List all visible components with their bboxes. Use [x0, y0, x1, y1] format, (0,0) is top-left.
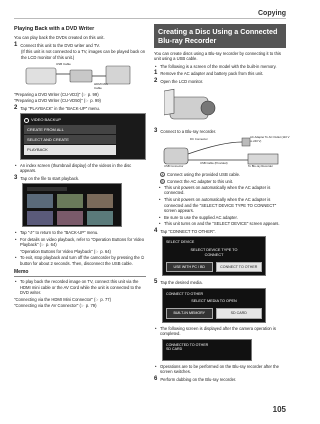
item-text: Connect the AC adapter to this unit.: [167, 178, 234, 184]
step3-bullet: • Be sure to use the supplied AC adapter.: [154, 215, 286, 220]
menu-item-create-from-all[interactable]: CREATE FROM ALL: [24, 125, 116, 134]
usb-cable-label: USB Cable: [56, 62, 71, 67]
step-3: [154, 128, 286, 134]
screen-message: SELECT DEVICE TYPE TO CONNECT: [190, 247, 238, 257]
step-text: Tap the desired media.: [160, 280, 203, 286]
select-device-screen: [162, 236, 266, 276]
step-3: [14, 175, 146, 181]
page-header: [0, 0, 300, 22]
step-2: [14, 105, 146, 111]
step3-bullet-exit: • To exit, stop playback and turn off the camcorder by pressing the ⏻ button for about 2 seconds. Then, disconnect the USB cable.: [14, 255, 146, 266]
use-with-pc-bd-button[interactable]: USE WITH PC / BD: [166, 262, 213, 273]
step3-item-a: [160, 172, 286, 177]
connection-diagram: [24, 62, 146, 90]
step-text: Open the LCD monitor.: [160, 78, 204, 84]
step3-bullet-return: • Tap "↺" to return to the "BACK-UP" menu.: [14, 230, 146, 235]
step-number: 2: [14, 105, 18, 112]
step-5: [154, 279, 286, 285]
item-text: Connect using the provided USB cable.: [167, 172, 241, 178]
menu-header: [24, 117, 142, 122]
step-text: Connect this unit to the DVD writer and TV.: [20, 42, 100, 48]
ref-link-video-playback[interactable]: "Operation Buttons for Video Playback" (☞ p. 64): [20, 248, 111, 254]
connected-screen: [162, 339, 252, 361]
memo-heading: Memo: [14, 269, 146, 277]
step2-bullet: • An index screen (thumbnail display) of the videos in the disc appears.: [14, 163, 146, 174]
step-number: 1: [154, 70, 158, 77]
step3-bullet: • This unit powers on automatically when the AC adapter is connected and the "SELECT DEVICE TYPE TO CONNECT" screen appears.: [154, 197, 286, 213]
ref-link-hdmi[interactable]: "Connecting via the HDMI Mini Connector" (☞ p. 77): [14, 296, 112, 302]
usb-cable-label: USB Cable (Provided): [200, 161, 228, 166]
sd-card-button[interactable]: SD CARD: [216, 308, 263, 319]
step-2: [154, 78, 286, 84]
right-column: [154, 24, 290, 383]
step-number: 2: [154, 78, 158, 84]
step-text: Tap "PLAYBACK" in the "BACK-UP" menu.: [20, 106, 100, 112]
screen-title: CONNECT TO OTHER: [166, 291, 204, 296]
ref-link-av[interactable]: "Connecting via the AV Connector" (☞ p. 79): [14, 303, 97, 309]
intro-text: You can create discs using a Blu-ray recorder by connecting it to this unit using a USB cable.: [154, 51, 281, 62]
ac-adapter-label: AC Adapter To AC Outlet (110 V to 240 V): [250, 135, 290, 143]
step-text: Tap on the file to start playback.: [20, 175, 80, 181]
section-heading: Playing Back with a DVD Writer: [14, 26, 95, 32]
connected-line-2: SD CARD: [166, 347, 183, 352]
step3-bullet: • This unit turns on and the "SELECT DEVICE" screen appears.: [154, 221, 286, 226]
bluray-connection-diagram: [162, 135, 290, 170]
header-rule: [14, 18, 286, 19]
step3-item-b: [160, 179, 286, 184]
step-number: 1: [14, 42, 18, 49]
disc-icon: [24, 118, 29, 123]
menu-item-select-and-create[interactable]: SELECT AND CREATE: [24, 135, 116, 144]
section-title-bar: Creating a Disc Using a Connected Blu-ray Recorder: [154, 24, 286, 48]
connected-line-1: CONNECTED TO OTHER: [166, 342, 209, 347]
menu-title: VIDEO BACKUP: [31, 117, 62, 123]
step-number: 6: [154, 376, 158, 383]
step3-bullet: • This unit powers on automatically when the AC adapter is connected.: [154, 185, 286, 196]
screen-title: SELECT DEVICE: [166, 240, 195, 245]
step-1: [14, 42, 146, 48]
step-number: 3: [14, 175, 18, 182]
step5-bullet: • The following screen is displayed after the camera operation is completed.: [154, 326, 286, 337]
camcorder-open-illustration: [164, 87, 286, 125]
header-title: Copying: [258, 10, 286, 17]
connection-illustration: [24, 62, 134, 90]
step-number: 3: [154, 128, 158, 135]
bluray-label: To Blu-ray Recorder: [248, 164, 273, 169]
step5-bullet-2: • Operations are to be performed on the Blu-ray recorder after the screen switches.: [154, 364, 286, 375]
intro-bullet: • The following is a screen of the model with the built-in memory.: [154, 64, 286, 69]
camcorder-icon: [164, 87, 234, 125]
intro-text: You can play back the DVDs created on this unit.: [14, 35, 105, 41]
usb-connector-label: USB Connector: [164, 164, 184, 169]
step-text: Perform dubbing on the Blu-ray recorder.: [160, 376, 237, 382]
item-marker: B: [161, 179, 164, 184]
screen-message: SELECT MEDIA TO OPEN: [191, 299, 237, 304]
step-note: (If this unit is not connected to a TV, images can be played back on the LCD monitor of this unit.): [21, 49, 146, 60]
step-1: [154, 70, 286, 76]
page-number: 105: [272, 404, 286, 414]
connect-to-other-screen: [162, 288, 266, 323]
button-row: [166, 308, 262, 319]
menu-item-playback[interactable]: PLAYBACK: [24, 145, 116, 154]
video-backup-menu: [20, 113, 146, 159]
dc-connector-label: DC Connector: [190, 137, 208, 142]
memo-bullet: • To play back the recorded image on TV, connect this unit via the HDMI mini cable or the AV Cord while the unit is connected to the DVD writer.: [14, 279, 146, 295]
thumbnail-grid: [23, 184, 123, 228]
left-column: [14, 24, 146, 310]
button-row: [166, 262, 262, 273]
built-in-memory-button[interactable]: BUILT-IN MEMORY: [166, 308, 213, 319]
hdmi-cable-label: HDMI Mini Cable: [94, 82, 108, 90]
step-number: 4: [154, 228, 158, 235]
ref-link-cu-vd3[interactable]: "Preparing a DVD Writer (CU-VD3)" (☞ p. 99): [14, 92, 99, 98]
step3-bullet-details: • For details on video playback, refer to "Operation Buttons for Video Playback" (☞ p. 64): [14, 237, 146, 248]
step-number: 5: [154, 279, 158, 286]
step-text: Remove the AC adapter and battery pack from this unit.: [160, 71, 264, 77]
step-text: Tap "CONNECT TO OTHER".: [160, 228, 216, 234]
thumbnail-index-screen: [22, 183, 122, 227]
step-4: [154, 228, 286, 234]
step-6: [154, 376, 286, 382]
item-marker: A: [161, 173, 164, 178]
connect-to-other-button[interactable]: CONNECT TO OTHER: [216, 262, 263, 273]
step-text: Connect to a Blu-ray recorder.: [160, 128, 217, 134]
ref-link-cu-vd50[interactable]: "Preparing a DVD Writer (CU-VD50)" (☞ p. 99): [14, 98, 101, 104]
